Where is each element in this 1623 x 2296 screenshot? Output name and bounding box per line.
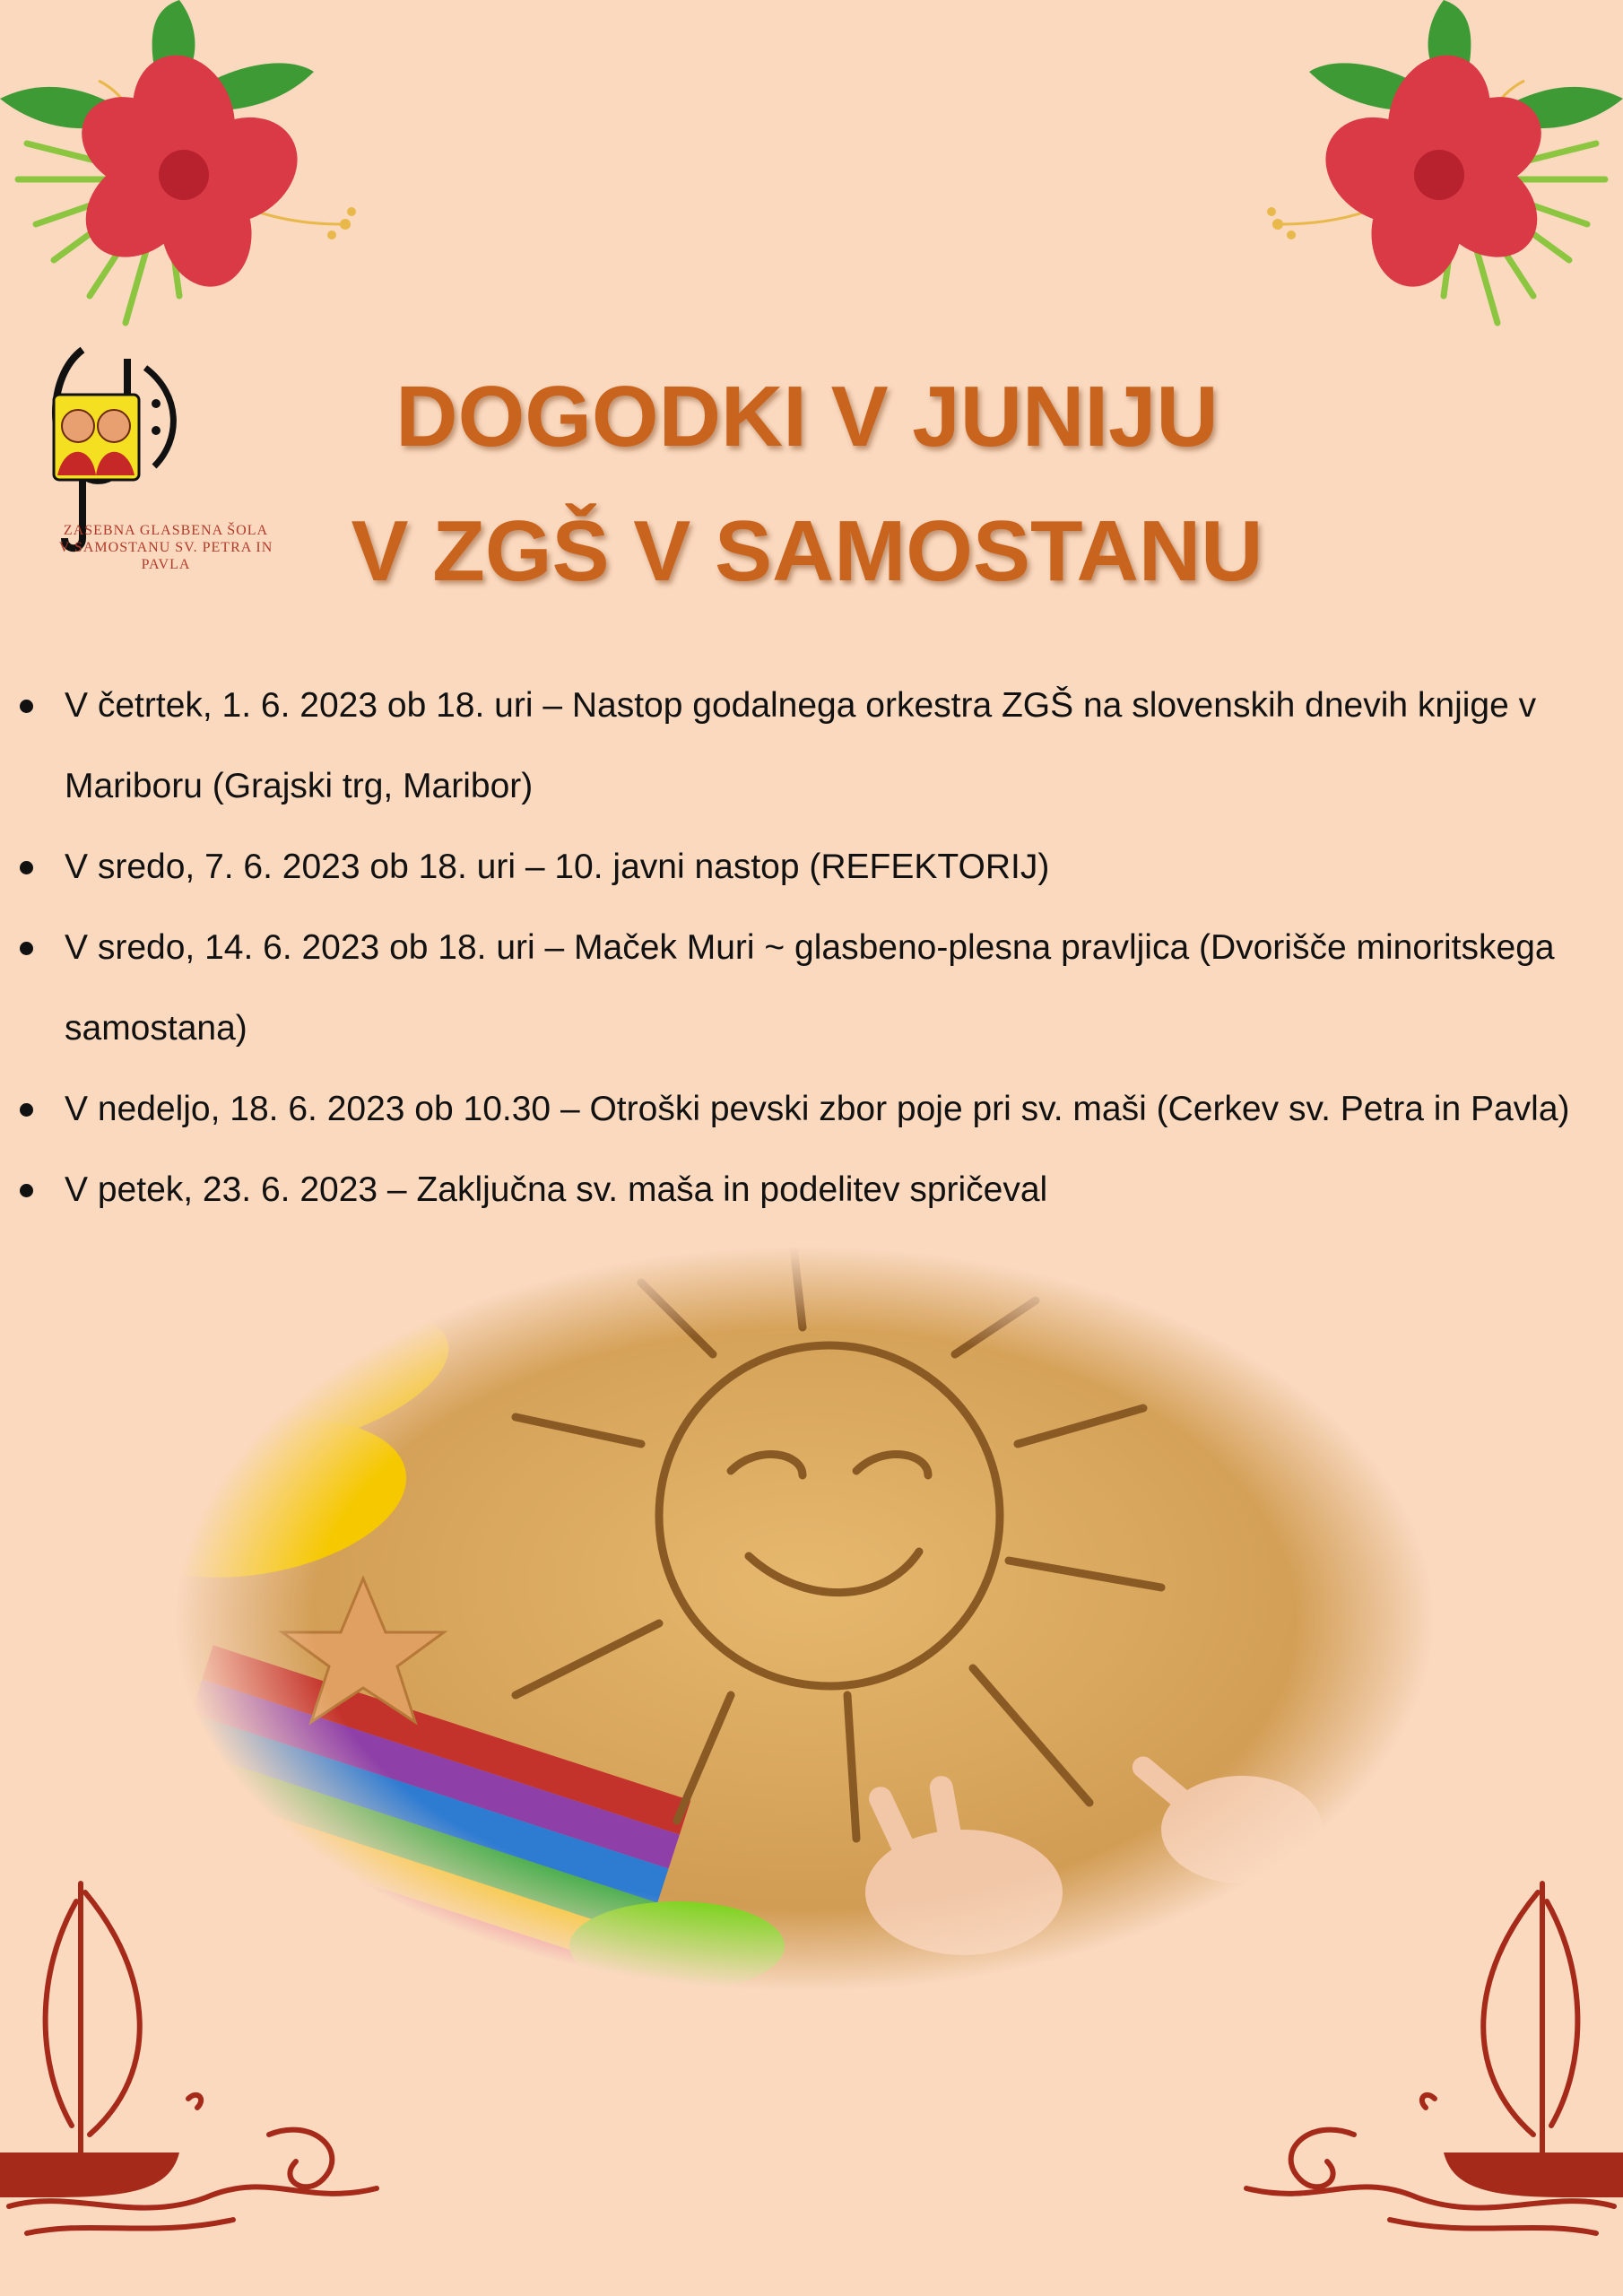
list-item: [18, 1150, 1605, 1231]
page-title: [296, 350, 1318, 619]
logo-caption: [36, 522, 296, 573]
bullet-icon: [20, 861, 33, 874]
bullet-icon: [20, 1103, 33, 1117]
event-text: V nedeljo, 18. 6. 2023 ob 10.30 – Otroški pevski zbor poje pri sv. maši (Cerkev sv. Petra in Pavla): [65, 1090, 1570, 1128]
sailboat-icon: [1237, 1866, 1623, 2242]
logo-caption-line-2: V SAMOSTANU SV. PETRA IN PAVLA: [58, 540, 273, 572]
sailboat-icon: [0, 1866, 386, 2242]
list-item: [18, 1069, 1605, 1150]
list-item: [18, 908, 1605, 1069]
hibiscus-flower-icon: [0, 0, 377, 341]
list-item: [18, 827, 1605, 908]
list-item: [18, 665, 1605, 827]
title-line-2: V ZGŠ V SAMOSTANU: [351, 503, 1263, 599]
event-text: V sredo, 14. 6. 2023 ob 18. uri – Maček Muri ~ glasbeno-plesna pravljica (Dvorišče minoritskega samostana): [65, 928, 1555, 1048]
title-line-1: DOGODKI V JUNIJU: [395, 369, 1219, 465]
hibiscus-flower-icon: [1246, 0, 1623, 341]
bullet-icon: [20, 942, 33, 955]
bullet-icon: [20, 700, 33, 713]
bullet-icon: [20, 1184, 33, 1197]
events-list: [18, 665, 1605, 1231]
logo-caption-line-1: ZASEBNA GLASBENA ŠOLA: [63, 523, 269, 538]
event-text: V petek, 23. 6. 2023 – Zaključna sv. maša in podelitev spričeval: [65, 1170, 1048, 1209]
event-text: V četrtek, 1. 6. 2023 ob 18. uri – Nastop godalnega orkestra ZGŠ na slovenskih dnevih knjige v Mariboru (Grajski trg, Maribor): [65, 686, 1537, 805]
event-text: V sredo, 7. 6. 2023 ob 18. uri – 10. javni nastop (REFEKTORIJ): [65, 848, 1050, 886]
